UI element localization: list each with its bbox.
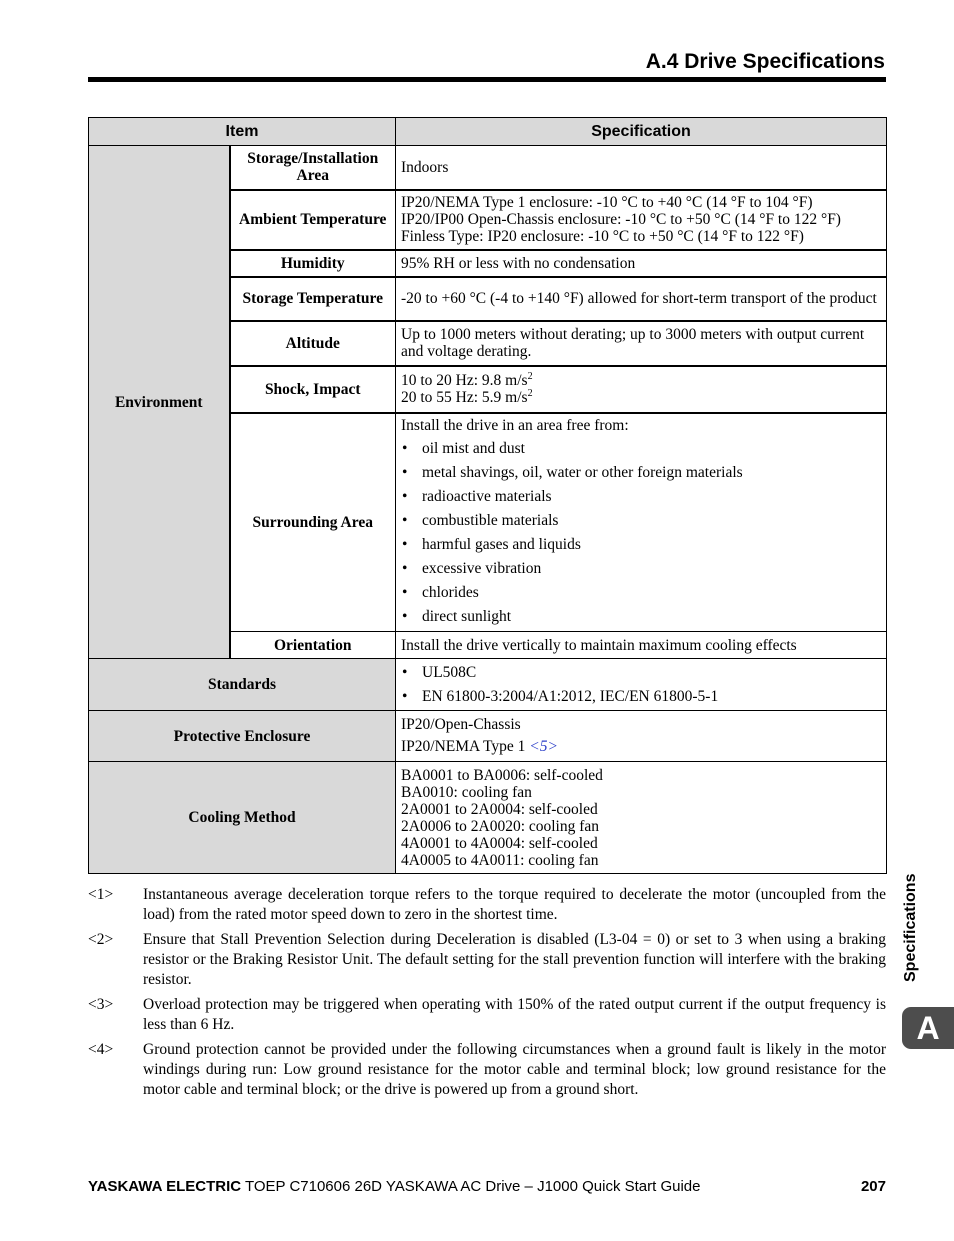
table-row <box>89 711 887 762</box>
cooling-method-label: Cooling Method <box>89 762 396 874</box>
appendix-tab: A <box>902 1007 954 1049</box>
list-item: • UL508C <box>401 661 881 685</box>
storage-area-label: Storage/Installation Area <box>230 146 396 190</box>
ambient-temperature-label: Ambient Temperature <box>230 190 396 250</box>
storage-temperature-label: Storage Temperature <box>230 277 396 321</box>
page-section-title: A.4 Drive Specifications <box>645 50 885 73</box>
list-item: • harmful gases and liquids <box>401 533 881 557</box>
standards-list <box>401 661 881 709</box>
footnote <box>88 930 886 990</box>
ambient-temperature-value <box>396 190 887 250</box>
surrounding-area-label: Surrounding Area <box>230 413 396 632</box>
footer-doc-title: TOEP C710606 26D YASKAWA AC Drive – J1000 Quick Start Guide <box>241 1178 701 1195</box>
protective-enclosure-label: Protective Enclosure <box>89 711 396 762</box>
table-row <box>89 659 887 711</box>
footnote-text: Ground protection cannot be provided under the following circumstances when a ground fault is likely in the motor windings during run: Low ground resistance for the motor cable and terminal block; low ground resistance for the motor cable and terminal block; or the drive is powered up from a ground short. <box>143 1041 886 1098</box>
footnote <box>88 995 886 1035</box>
ambient-line: Finless Type: IP20 enclosure: -10 °C to +50 °C (14 °F to 122 °F) <box>401 228 804 245</box>
table-row <box>89 762 887 874</box>
storage-temperature-value: -20 to +60 °C (-4 to +140 °F) allowed for short-term transport of the product <box>396 277 887 321</box>
cooling-line: BA0001 to BA0006: self-cooled <box>401 766 603 784</box>
list-item: • oil mist and dust <box>401 437 881 461</box>
footnote-text: Ensure that Stall Prevention Selection during Deceleration is disabled (L3-04 = 0) or set to 3 when using a braking resistor or the Braking Resistor Unit. The default setting for the stall prevention function will interfere with the braking resistor. <box>143 931 886 988</box>
page-number: 207 <box>860 1178 886 1195</box>
footnote-number: <3> <box>88 996 114 1013</box>
header-rule <box>88 77 886 82</box>
specification-table <box>88 117 887 874</box>
shock-line-1: 10 to 20 Hz: 9.8 m/s <box>401 372 528 389</box>
list-item: • excessive vibration <box>401 557 881 581</box>
standards-value <box>396 659 887 711</box>
list-item: • radioactive materials <box>401 485 881 509</box>
ambient-line: IP20/NEMA Type 1 enclosure: -10 °C to +40 °C (14 °F to 104 °F) <box>401 194 813 211</box>
protective-enclosure-value <box>396 711 887 762</box>
list-item: • EN 61800-3:2004/A1:2012, IEC/EN 61800-5-1 <box>401 685 881 709</box>
humidity-label: Humidity <box>230 250 396 277</box>
footnote-number: <2> <box>88 931 114 948</box>
footnote-number: <4> <box>88 1041 114 1058</box>
shock-line-2: 20 to 55 Hz: 5.9 m/s <box>401 389 528 406</box>
footnote <box>88 1040 886 1100</box>
shock-impact-label: Shock, Impact <box>230 366 396 413</box>
cooling-line: 4A0001 to 4A0004: self-cooled <box>401 834 598 852</box>
cooling-line: 2A0001 to 2A0004: self-cooled <box>401 800 598 818</box>
list-item: • chlorides <box>401 581 881 605</box>
altitude-label: Altitude <box>230 321 396 366</box>
column-header-specification: Specification <box>396 118 887 146</box>
list-item: • metal shavings, oil, water or other foreign materials <box>401 461 881 485</box>
environment-label: Environment <box>89 146 230 659</box>
ambient-line: IP20/IP00 Open-Chassis enclosure: -10 °C to +50 °C (14 °F to 122 °F) <box>401 211 841 228</box>
enclosure-line-1: IP20/Open-Chassis <box>401 716 521 733</box>
superscript: 2 <box>527 370 533 382</box>
footnotes <box>88 885 886 1105</box>
cooling-line: BA0010: cooling fan <box>401 783 532 801</box>
footnote-text: Instantaneous average deceleration torque refers to the torque required to decelerate the motor (uncoupled from the load) from the rated motor speed down to zero in the shortest time. <box>143 886 886 923</box>
cooling-method-value <box>396 762 887 874</box>
orientation-value: Install the drive vertically to maintain maximum cooling effects <box>396 632 887 659</box>
humidity-value: 95% RH or less with no condensation <box>396 250 887 277</box>
enclosure-line-2: IP20/NEMA Type 1 <box>401 738 526 755</box>
table-row <box>89 146 887 190</box>
list-item: • combustible materials <box>401 509 881 533</box>
footnote-number: <1> <box>88 886 114 903</box>
column-header-item: Item <box>89 118 396 146</box>
table-header-row <box>89 118 887 146</box>
footnote <box>88 885 886 925</box>
superscript: 2 <box>527 387 533 399</box>
list-item: • direct sunlight <box>401 605 881 629</box>
page-footer <box>88 1178 886 1195</box>
footer-document-info <box>88 1178 700 1195</box>
storage-area-value: Indoors <box>396 146 887 190</box>
footnote-text: Overload protection may be triggered when operating with 150% of the rated output current if the output frequency is less than 6 Hz. <box>143 996 886 1033</box>
orientation-label: Orientation <box>230 632 396 659</box>
standards-label: Standards <box>89 659 396 711</box>
footnote-link[interactable]: <5> <box>529 738 558 755</box>
surrounding-intro: Install the drive in an area free from: <box>401 417 629 435</box>
footer-brand: YASKAWA ELECTRIC <box>88 1178 242 1195</box>
surrounding-list <box>401 437 881 629</box>
side-section-label: Specifications <box>902 873 919 982</box>
shock-impact-value <box>396 366 887 413</box>
surrounding-area-value <box>396 413 887 632</box>
cooling-line: 2A0006 to 2A0020: cooling fan <box>401 817 600 835</box>
cooling-line: 4A0005 to 4A0011: cooling fan <box>401 851 599 869</box>
altitude-value: Up to 1000 meters without derating; up to 3000 meters with output current and voltage derating. <box>396 321 887 366</box>
